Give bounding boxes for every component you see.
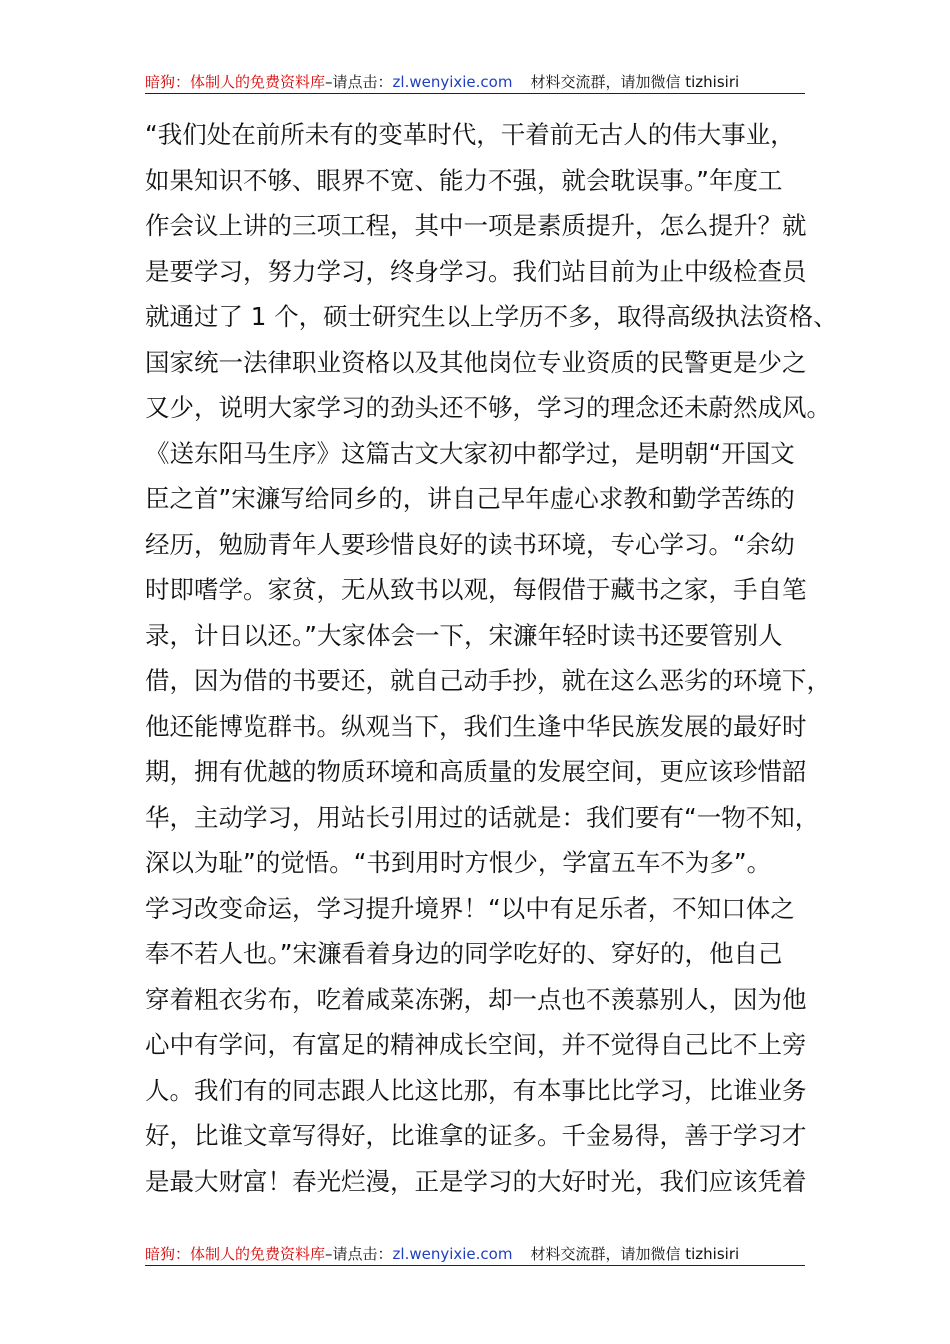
body-line: 华，主动学习，用站长引用过的话就是：我们要有“一物不知， (145, 802, 820, 832)
body-line: 奉不若人也。”宋濂看着身边的同学吃好的、穿好的，他自己 (145, 939, 783, 968)
body-line: 作会议上讲的三项工程，其中一项是素质提升，怎么提升？就 (145, 211, 807, 240)
body-line: 是要学习，努力学习，终身学习。我们站目前为止中级检查员 (145, 256, 807, 286)
body-line: 人。我们有的同志跟人比这比那，有本事比比学习，比谁业务 (145, 1075, 807, 1105)
body-line: 又少，说明大家学习的劲头还不够，学习的理念还未蔚然成风。 (145, 393, 831, 422)
body-line: 借，因为借的书要还，就自己动手抄，就在这么恶劣的环境下， (145, 666, 831, 695)
banner-group-note: 材料交流群，请加微信 tizhisiri (530, 73, 740, 91)
banner-link[interactable]: zl.wenyixie.com (392, 1245, 513, 1263)
banner-brand: 暗狗：体制人的免费资料库 (145, 1245, 326, 1263)
body-line: 录，计日以还。”大家体会一下，宋濂年轻时读书还要管别人 (145, 620, 783, 650)
banner-group-note: 材料交流群，请加微信 tizhisiri (530, 1245, 740, 1263)
body-line: 经历，勉励青年人要珍惜良好的读书环境，专心学习。“余幼 (145, 529, 795, 559)
body-line: 是最大财富！春光烂漫，正是学习的大好时光，我们应该凭着 (145, 1166, 807, 1196)
body-line: 心中有学问，有富足的精神成长空间，并不觉得自己比不上旁 (145, 1030, 807, 1059)
body-line: 就通过了 1 个，硕士研究生以上学历不多，取得高级执法资格、 (145, 302, 838, 331)
banner-link[interactable]: zl.wenyixie.com (392, 73, 513, 91)
body-line: “我们处在前所未有的变革时代，干着前无古人的伟大事业， (145, 120, 795, 149)
body-line: 深以为耻”的觉悟。“书到用时方恨少，学富五车不为多”。 (145, 848, 772, 877)
body-line: 《送东阳马生序》这篇古文大家初中都学过，是明朝“开国文 (145, 438, 795, 468)
document-body (145, 112, 838, 1204)
body-line: 时即嗜学。家贫，无从致书以观，每假借于藏书之家，手自笔 (145, 575, 807, 604)
body-line: 好，比谁文章写得好，比谁拿的证多。千金易得，善于学习才 (145, 1121, 807, 1150)
body-line: 国家统一法律职业资格以及其他岗位专业资质的民警更是少之 (145, 347, 807, 377)
footer-banner (145, 1241, 805, 1266)
body-line: 穿着粗衣劣布，吃着咸菜冻粥，却一点也不羡慕别人，因为他 (145, 984, 807, 1014)
body-line: 学习改变命运，学习提升境界！“以中有足乐者，不知口体之 (145, 893, 795, 923)
banner-prompt: –请点击： (325, 1245, 393, 1263)
body-line: 他还能博览群书。纵观当下，我们生逢中华民族发展的最好时 (145, 711, 807, 741)
body-line: 如果知识不够、眼界不宽、能力不强，就会耽误事。”年度工 (145, 165, 783, 195)
header-banner (145, 69, 805, 94)
banner-brand: 暗狗：体制人的免费资料库 (145, 73, 326, 91)
body-line: 期，拥有优越的物质环境和高质量的发展空间，更应该珍惜韶 (145, 757, 807, 786)
body-line: 臣之首”宋濂写给同乡的，讲自己早年虚心求教和勤学苦练的 (145, 484, 795, 513)
banner-prompt: –请点击： (325, 73, 393, 91)
